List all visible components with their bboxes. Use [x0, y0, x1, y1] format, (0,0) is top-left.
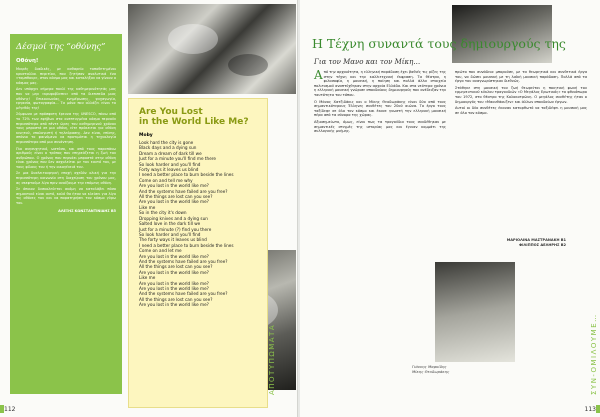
poem-line: Like me: [139, 275, 156, 281]
article-paragraph-text: πό την αρχαιότητα, η ελληνική παράδοση έχει βαθιές τις ρίζες της στην τέχνη και την καλλιτεχνική έκφραση. Τα θέατρα, η φιλοσοφία, η μουσική, η ποίηση και πολλά άλλα στοιχεία πολιτισμού αναπτύχθηκαν στην αρχαία Ελλάδα. Και στα νεότερα χρόνια η ελληνική μουσική γνώρισε σπουδαίους δημιουργούς που ανέδειξαν την ταυτότητα του τόπου.: [314, 70, 446, 97]
article-signature: ΑΛΕΞΗΣ ΚΩΝΣΤΑΝΤΙΝΙΔΗΣ Β5: [58, 208, 116, 213]
poem-line: Are you lost in the world like me?: [139, 183, 209, 189]
article-column-1: [314, 70, 446, 136]
article-paragraph: πρώτο που συνάδεια μπορούσε, με τα θεωρητικά και συνθετικά έργα του, να δώσει μουσική με τη λαϊκή μουσική παράδοση. Πολλά από τα έργα του αναγνωρίστηκαν διεθνώς.: [455, 70, 587, 84]
poem-line: I need a better place to burn beside the lines: [139, 242, 234, 248]
poem-line: Just for a minute you'll find me there: [139, 156, 216, 162]
page-number-bar-right: [596, 405, 600, 413]
poem-line: I need a better place to burn beside the lines: [139, 172, 234, 178]
article-title: Δέσμοί της “οθόνης”: [16, 42, 106, 52]
poem-line: Just for a minute (?) find you there: [139, 226, 212, 232]
poem-line: Are you lost in the world like me?: [139, 302, 209, 308]
page-number-left: 112: [4, 406, 16, 413]
poem-author: Moby: [139, 133, 153, 138]
article-paragraph: Μικρές διαδικές, με καθαρείο τοποθετημένοι κρυσταλλοι περιτίου, που ζητήσαν αναλυτικά ένα «ταμπθουρ», στον κόσμο μας και καταλήξαν να γίνουν ο κόσμος μας.: [16, 67, 116, 85]
poem-line: The forty ways it leaves us blind: [139, 237, 207, 243]
article-paragraph: Δεν υπάρχει σήμερα πουλί της καθημερινότητάς μας που να μην «κρυφοβλεπει» από τα διεπιπεδα μιας οθόνης! Επικοινωνίας, ενημέρωσης, ψυχαγωγία, εργασία, φωτογραφία… Τα μόνα που αλλάζει είναι το μέγεθός της!: [16, 87, 116, 110]
article-paragraph: Αυτοί οι δύο συνθέτες έκαναν κατορθωτό να ταξιδέψει η μουσική μας σε όλο τον κόσμο.: [455, 106, 587, 115]
photo-caption: [412, 365, 449, 374]
article-paragraph: Στάθηκε στη μουσική του ζωή θεωρείται η ποιητική φωνή του ερμηνευτικού κύκλου τραγουδιών «Ο Μεγάλος Ερωτικός» το φθινόπωρο του 1972, στο θέατρο της Κολοκοτρώνη. Ο μεγάλος συνθέτης ήταν ο δημιουργός του «Μαουθάουζεν» και άλλων σπουδαίων έργων.: [455, 85, 587, 104]
poem-line: Are you lost in the world like me?: [139, 280, 209, 286]
poem-line: So in the city it's down: [139, 210, 187, 216]
article-column-2: [455, 70, 587, 117]
portrait-photo-bottom: [435, 262, 515, 362]
poem-line: And the systems have failed are you free?: [139, 188, 228, 194]
dropcap: Α: [314, 68, 323, 82]
poem-lines: [139, 140, 257, 308]
poem-line: All the things are lost can you see?: [139, 264, 213, 270]
poem-line: So look harder and you'll find: [139, 161, 201, 167]
abstract-photo-top: [128, 4, 296, 94]
signature-line: ΜΑΡΙΟΛΙΝΑ ΜΑΣΤΡΑΝΑΚΗ Β1: [506, 238, 566, 242]
article-subtitle-right: Για τον Μανο και τον Μίκη…: [314, 58, 421, 66]
article-paragraph: Σε μια δυσλειτουργική εποχή σχεδόν ολική για την περισσότερη κοινωνία στη διαχείριση του χρόνου μας, ας σκεφτούμε λίγο πριν ανοίξουμε την επόμενη οθόνη.: [16, 171, 116, 185]
poem-line: Come on and tell me why: [139, 177, 193, 183]
poem-line: Are you lost in the world like me?: [139, 253, 209, 259]
portrait-photo-top: [452, 5, 552, 63]
right-page: [300, 0, 600, 417]
article-column-screens: [10, 34, 122, 394]
section-label-right: ΣΥΝ-ΟΜΙΛΟΥΜΕ…: [590, 313, 598, 395]
article-paragraph: Σύμφωνα με πρόσφατη έρευνα της UNESCO, πάνω από το 72% των εφήβων στα ανεπτυγμένα κόσμο περνούν περισσότερο από πέντε ώρες του καθημερινού χρόνου τους μπροστά σε μια οθόνη, είτε πρόκειται για οθόνη κινητού, υπολογιστή ή τηλεόρασης. Δεν είναι, επίσης, σπάνιο το φαινόμενο να προτιμάται η τεχνολογία περισσότερο από μια συνάντηση.: [16, 112, 116, 144]
left-page: [0, 0, 298, 417]
poem-line: Black days and a dying sun: [139, 145, 197, 151]
poem-title-line1: Are You Lost: [139, 107, 203, 117]
poem-line: Look hard the city is gone: [139, 140, 194, 145]
caption-line: Γιάννης Μαρκίδης: [412, 364, 447, 369]
poem-line: And the systems have failed are you free?: [139, 258, 228, 264]
signature-line: ΦΙΛΙΠΠΟΣ ΔΕΛΗΡΗΣ Β2: [519, 243, 566, 247]
poem-line: Like me: [139, 204, 156, 210]
article-signature-right: [507, 238, 566, 248]
poem-line: All the things are lost can you see?: [139, 194, 213, 200]
poem-line: And the systems have failed are you free?: [139, 291, 228, 297]
article-paragraph: [314, 70, 446, 98]
article-paragraph: Ο Μάνος Χατζιδάκις και ο Μίκης Θεοδωράκης είναι δύο από τους σημαντικότερους Έλληνες συνθέτες του 20ού αιώνα. Το έργο τους ταξίδεψε σε όλο τον κόσμο και έκανε γνωστή την ελληνική μουσική πέρα από τα σύνορα της χώρας.: [314, 99, 446, 118]
poem-line: So look harder and you'll find: [139, 231, 201, 237]
poem-line: Dropping knives and a dying sun: [139, 215, 208, 221]
poem-line: Are you lost in the world like me?: [139, 199, 209, 205]
poem-line: Are you lost in the world like me?: [139, 285, 209, 291]
poem-line: Come on and let me: [139, 248, 182, 254]
article-paragraph: Πιο ανησυχητικό, ωστόσο, και από τους παραπάνω αριθμούς είναι ο τρόπος που επηρεάζεται η ζωή του ανθρώπου. Ο χρόνος που περνάει μπροστά στην οθόνη είναι χρόνος που δεν ασχολείται με τον εαυτό του, με τους φίλους του ή την οικογένειά του.: [16, 146, 116, 169]
article-title-right: Η Τέχνη συναντά τους δημιουργούς της: [312, 36, 566, 51]
poem-line: Forty ways it leaves us blind: [139, 167, 199, 173]
poem-line: Are you lost in the world like me?: [139, 269, 209, 275]
poem-line: All the things are lost can you see?: [139, 296, 213, 302]
poem-title-line2: in the World Like Me?: [139, 117, 249, 127]
page-number-right: 113: [584, 406, 596, 413]
article-subheading: Οθόνη!: [16, 58, 39, 64]
poem-box: [128, 98, 268, 408]
poem-line: Salted love in the dark till we: [139, 221, 201, 227]
caption-line: Μίκης Θεοδωράκης: [412, 368, 450, 374]
article-paragraph: Σε όποιον δυσκολεύεται ακόμη να καταλάβει πόσο σημαντικό είναι αυτό, καλό θα ήταν να κλείσει για λίγο τις οθόνες του και να παρατηρήσει τον κόσμο γύρω του.: [16, 187, 116, 206]
section-label-left: ΑΠΟΤΥΠΩΜΑΤΑ: [268, 323, 276, 395]
article-paragraph: Αξιοσημείωτο, όμως, είναι πως τα τραγούδια τους συνδέθηκαν με σημαντικές στιγμές της ιστορίας μας και έγιναν κομμάτι της συλλογικής μνήμης.: [314, 119, 446, 134]
poem-title: [139, 107, 257, 127]
poem-line: Dream a dream of dark till we: [139, 150, 202, 156]
